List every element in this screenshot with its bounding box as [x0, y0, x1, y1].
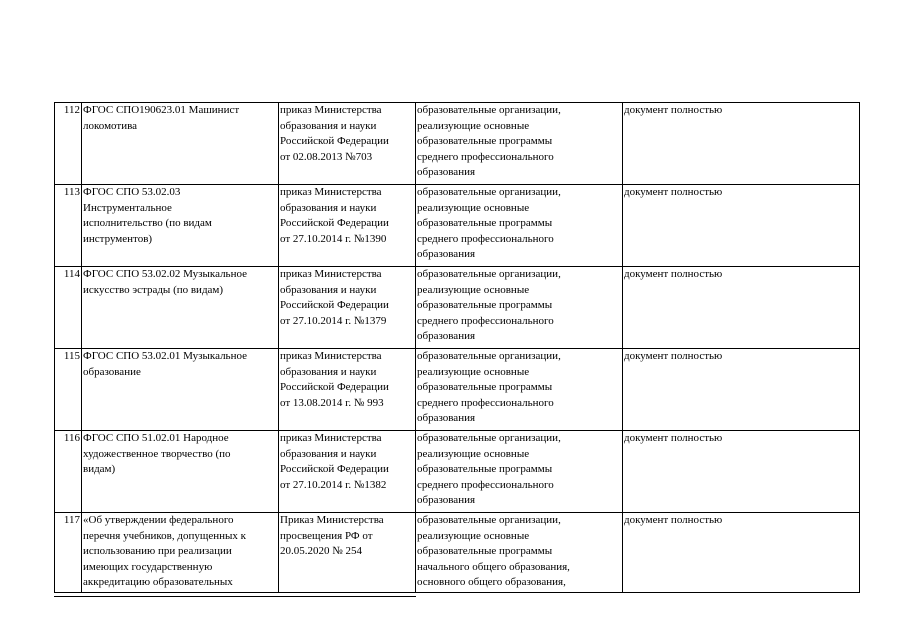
table-row — [55, 267, 860, 349]
table-row — [55, 431, 860, 513]
row-number: 112 — [55, 103, 82, 185]
row-number: 115 — [55, 349, 82, 431]
row-number: 116 — [55, 431, 82, 513]
approving-order: приказ Министерства образования и науки Российской Федерации от 13.08.2014 г. № 993 — [279, 349, 416, 431]
applicability-scope: образовательные организации, реализующие основные образовательные программы среднего профессионального образования — [416, 431, 623, 513]
application-extent: документ полностью — [623, 185, 860, 267]
documents-table — [54, 102, 860, 593]
table-row — [55, 103, 860, 185]
approving-order: приказ Министерства образования и науки Российской Федерации от 02.08.2013 №703 — [279, 103, 416, 185]
applicability-scope: образовательные организации, реализующие основные образовательные программы среднего профессионального образования — [416, 349, 623, 431]
application-extent: документ полностью — [623, 267, 860, 349]
application-extent: документ полностью — [623, 349, 860, 431]
applicability-scope: образовательные организации, реализующие основные образовательные программы среднего профессионального образования — [416, 267, 623, 349]
approving-order: приказ Министерства образования и науки Российской Федерации от 27.10.2014 г. №1379 — [279, 267, 416, 349]
application-extent: документ полностью — [623, 431, 860, 513]
document-title: ФГОС СПО 51.02.01 Народное художественное творчество (по видам) — [82, 431, 279, 513]
applicability-scope: образовательные организации, реализующие основные образовательные программы среднего профессионального образования — [416, 103, 623, 185]
document-title: ФГОС СПО 53.02.02 Музыкальное искусство эстрады (по видам) — [82, 267, 279, 349]
table-row — [55, 185, 860, 267]
table-row — [55, 349, 860, 431]
row-number: 113 — [55, 185, 82, 267]
row-number: 114 — [55, 267, 82, 349]
approving-order: Приказ Министерства просвещения РФ от 20.05.2020 № 254 — [279, 513, 416, 593]
applicability-scope: образовательные организации, реализующие основные образовательные программы начального общего образования, основного общего образования, — [416, 513, 623, 593]
approving-order: приказ Министерства образования и науки Российской Федерации от 27.10.2014 г. №1390 — [279, 185, 416, 267]
table-row — [55, 513, 860, 593]
document-title: «Об утверждении федерального перечня учебников, допущенных к использованию при реализации имеющих государственную аккредитацию образовательных — [82, 513, 279, 593]
document-title: ФГОС СПО 53.02.01 Музыкальное образование — [82, 349, 279, 431]
page-bottom-rule — [54, 596, 416, 597]
application-extent: документ полностью — [623, 103, 860, 185]
document-title: ФГОС СПО 53.02.03 Инструментальное исполнительство (по видам инструментов) — [82, 185, 279, 267]
row-number: 117 — [55, 513, 82, 593]
application-extent: документ полностью — [623, 513, 860, 593]
applicability-scope: образовательные организации, реализующие основные образовательные программы среднего профессионального образования — [416, 185, 623, 267]
approving-order: приказ Министерства образования и науки Российской Федерации от 27.10.2014 г. №1382 — [279, 431, 416, 513]
document-title: ФГОС СПО190623.01 Машинист локомотива — [82, 103, 279, 185]
